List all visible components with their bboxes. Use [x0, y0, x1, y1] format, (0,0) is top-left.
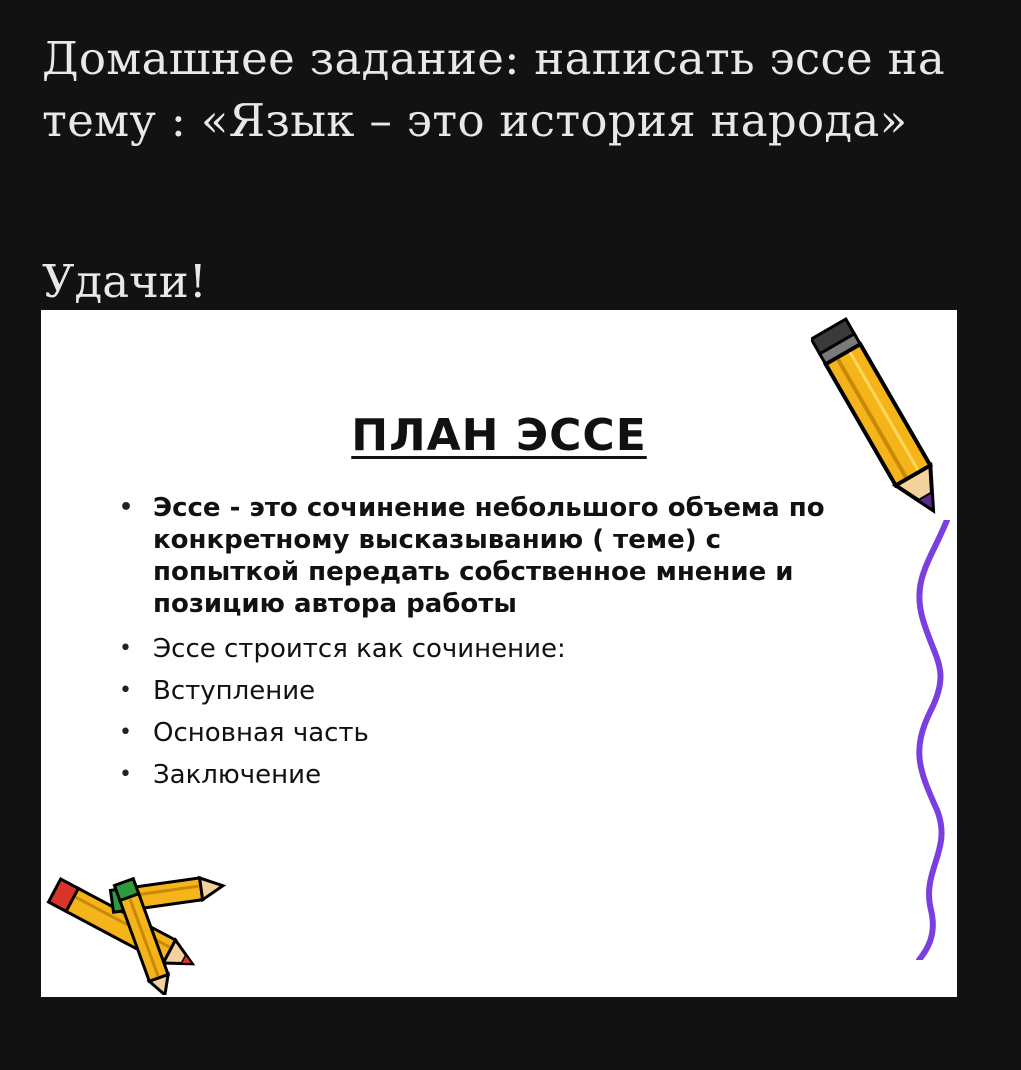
list-item: • Заключение	[119, 758, 839, 792]
essay-plan-list	[119, 492, 839, 800]
crossed-pencils-icon	[41, 860, 231, 995]
list-item: • Вступление	[119, 674, 839, 708]
essay-plan-slide[interactable]	[41, 310, 957, 997]
list-item: • Эссе строится как сочинение:	[119, 632, 839, 666]
assignment-heading: Домашнее задание: написать эссе на тему : «Язык – это история народа»	[42, 32, 945, 147]
slide-title: ПЛАН ЭССЕ	[351, 410, 647, 461]
list-item: • Эссе - это сочинение небольшого объема по конкретному высказыванию ( теме) с попыткой передать собственное мнение и позицию автора работы	[119, 492, 839, 620]
good-luck-text: Удачи!	[42, 255, 207, 308]
list-item: • Основная часть	[119, 716, 839, 750]
squiggle-line-icon	[901, 520, 957, 960]
